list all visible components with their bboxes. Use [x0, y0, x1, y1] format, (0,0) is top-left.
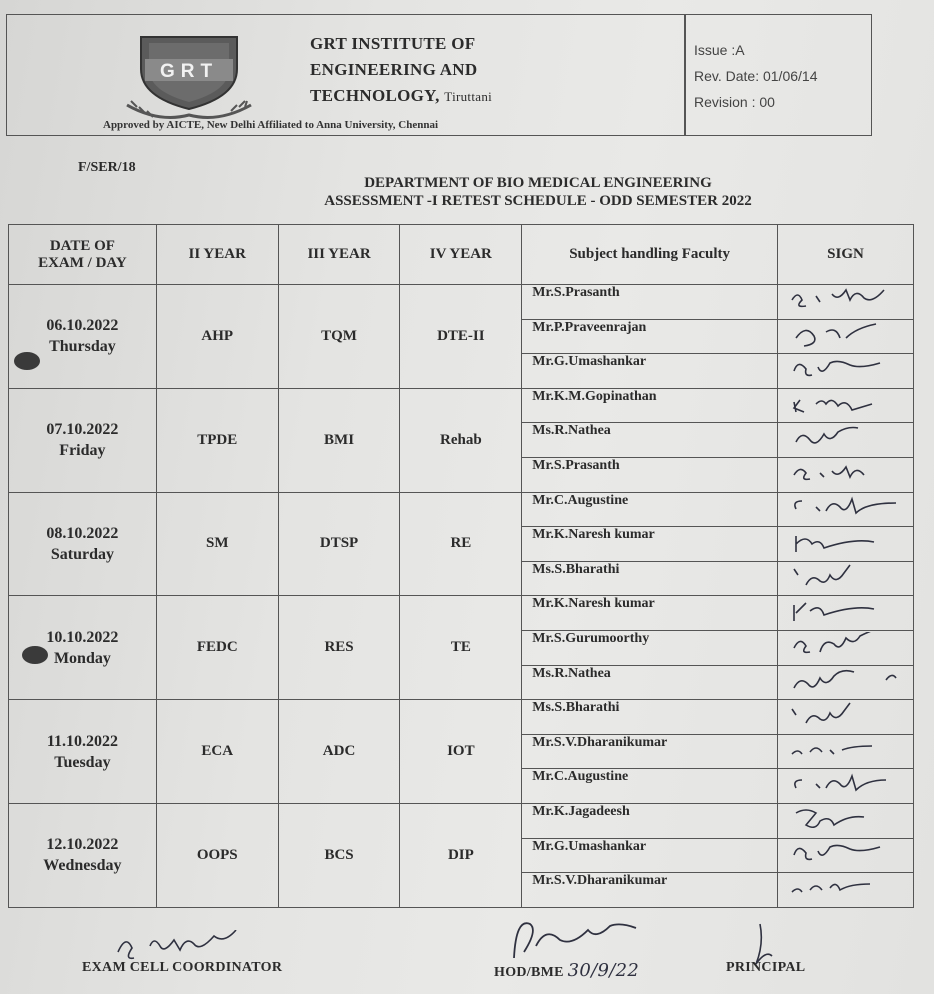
- handwritten-signature: [786, 770, 906, 798]
- faculty-name: Mr.P.Praveenrajan: [522, 319, 778, 354]
- subject-code-y3: ADC: [278, 700, 400, 804]
- exam-date-cell: [9, 285, 157, 389]
- handwritten-signature: [786, 286, 906, 314]
- faculty-name: Mr.K.M.Gopinathan: [522, 388, 778, 423]
- signature-cell: [778, 561, 914, 596]
- faculty-name: Ms.R.Nathea: [522, 423, 778, 458]
- signature-cell: [778, 423, 914, 458]
- subject-code-y2: SM: [156, 492, 278, 596]
- subject-code-y2: OOPS: [156, 803, 278, 907]
- subject-code-y4: TE: [400, 596, 522, 700]
- footer-hod: HOD/BME 30/9/22: [494, 960, 640, 981]
- exam-date: 11.10.2022: [46, 732, 118, 750]
- faculty-name: Mr.S.V.Dharanikumar: [522, 734, 778, 769]
- faculty-name: Ms.S.Bharathi: [522, 561, 778, 596]
- subject-code-y4: RE: [400, 492, 522, 596]
- form-number: F/SER/18: [78, 160, 136, 175]
- subject-code-y2: FEDC: [156, 596, 278, 700]
- signature-cell: [778, 457, 914, 492]
- schedule-table: [8, 224, 914, 908]
- table-row: [9, 700, 914, 735]
- signature-cell: [778, 734, 914, 769]
- signature-cell: [778, 285, 914, 320]
- handwritten-signature: [786, 839, 906, 867]
- faculty-name: Mr.S.Prasanth: [522, 285, 778, 320]
- exam-date-cell: [9, 700, 157, 804]
- subject-code-y3: BMI: [278, 388, 400, 492]
- subject-code-y2: TPDE: [156, 388, 278, 492]
- signature-cell: [778, 388, 914, 423]
- handwritten-signature: [786, 632, 906, 660]
- handwritten-signature: [786, 597, 906, 625]
- handwritten-signature: [786, 563, 906, 591]
- signature-cell: [778, 803, 914, 838]
- hole-punch: [22, 646, 48, 664]
- faculty-name: Ms.R.Nathea: [522, 665, 778, 700]
- signature-cell: [778, 630, 914, 665]
- handwritten-signature: [786, 459, 906, 487]
- faculty-name: Mr.K.Jagadeesh: [522, 803, 778, 838]
- footer-principal: PRINCIPAL: [726, 960, 806, 975]
- handwritten-signature: [786, 493, 906, 521]
- signature-cell: [778, 700, 914, 735]
- header-year4: IV YEAR: [400, 225, 522, 285]
- exam-day: Wednesday: [43, 857, 122, 875]
- exam-date: 10.10.2022: [46, 628, 119, 646]
- faculty-name: Mr.G.Umashankar: [522, 838, 778, 873]
- exam-date: 12.10.2022: [46, 836, 119, 854]
- faculty-name: Mr.S.Prasanth: [522, 457, 778, 492]
- handwritten-signature: [786, 355, 906, 383]
- subject-code-y2: ECA: [156, 700, 278, 804]
- faculty-name: Ms.S.Bharathi: [522, 700, 778, 735]
- handwritten-signature: [786, 701, 906, 729]
- faculty-name: Mr.S.V.Dharanikumar: [522, 873, 778, 908]
- exam-date-cell: [9, 388, 157, 492]
- table-row: [9, 388, 914, 423]
- handwritten-signature: [786, 666, 906, 694]
- subject-code-y3: BCS: [278, 803, 400, 907]
- signature-cell: [778, 492, 914, 527]
- issue-block: [694, 37, 817, 115]
- exam-day: Tuesday: [54, 753, 111, 771]
- exam-date-cell: [9, 803, 157, 907]
- table-row: [9, 803, 914, 838]
- exam-date: 06.10.2022: [46, 317, 119, 335]
- signature-cell: [778, 319, 914, 354]
- handwritten-signature: [786, 736, 906, 764]
- hole-punch: [14, 352, 40, 370]
- exam-day: Monday: [53, 649, 111, 667]
- signature-cell: [778, 873, 914, 908]
- header-divider: [684, 15, 686, 135]
- exam-date: 07.10.2022: [46, 421, 119, 439]
- header-year3: III YEAR: [278, 225, 400, 285]
- table-row: [9, 492, 914, 527]
- subject-code-y4: IOT: [400, 700, 522, 804]
- exam-day: Saturday: [50, 545, 114, 563]
- handwritten-signature: [786, 874, 906, 902]
- table-header-row: [9, 225, 914, 285]
- header-sign: SIGN: [778, 225, 914, 285]
- document-title: DEPARTMENT OF BIO MEDICAL ENGINEERING ASSESSMENT -I RETEST SCHEDULE - ODD SEMESTER 2022: [324, 175, 752, 209]
- signature-cell: [778, 665, 914, 700]
- revision-text: Revision : 00: [694, 94, 775, 110]
- institute-name: GRT INSTITUTE OF ENGINEERING AND TECHNOLOGY, Tiruttani: [310, 34, 493, 105]
- table-row: [9, 596, 914, 631]
- subject-code-y3: RES: [278, 596, 400, 700]
- faculty-name: Mr.G.Umashankar: [522, 354, 778, 389]
- subject-code-y4: DIP: [400, 803, 522, 907]
- coordinator-signature: [110, 930, 310, 964]
- signature-cell: [778, 527, 914, 562]
- signature-cell: [778, 838, 914, 873]
- handwritten-signature: [786, 424, 906, 452]
- handwritten-signature: [786, 528, 906, 556]
- subject-code-y2: AHP: [156, 285, 278, 389]
- subject-code-y4: Rehab: [400, 388, 522, 492]
- handwritten-signature: [786, 390, 906, 418]
- faculty-name: Mr.S.Gurumoorthy: [522, 630, 778, 665]
- letterhead-box: [6, 14, 872, 136]
- subject-code-y4: DTE-II: [400, 285, 522, 389]
- header-faculty: Subject handling Faculty: [522, 225, 778, 285]
- faculty-name: Mr.K.Naresh kumar: [522, 596, 778, 631]
- subject-code-y3: TQM: [278, 285, 400, 389]
- table-row: [9, 285, 914, 320]
- handwritten-signature: [786, 805, 906, 833]
- signature-cell: [778, 769, 914, 804]
- exam-day: Thursday: [49, 338, 116, 356]
- rev-date-text: Rev. Date: 01/06/14: [694, 68, 818, 84]
- exam-date: 08.10.2022: [46, 524, 119, 542]
- issue-text: Issue :A: [694, 42, 745, 58]
- faculty-name: Mr.C.Augustine: [522, 769, 778, 804]
- faculty-name: Mr.C.Augustine: [522, 492, 778, 527]
- footer-coordinator: EXAM CELL COORDINATOR: [82, 960, 283, 975]
- exam-day: Friday: [59, 442, 106, 460]
- header-year2: II YEAR: [156, 225, 278, 285]
- header-date: DATE OF EXAM / DAY: [9, 225, 157, 285]
- signature-cell: [778, 596, 914, 631]
- logo-text: GRT: [159, 61, 219, 82]
- subject-code-y3: DTSP: [278, 492, 400, 596]
- grt-logo-icon: [119, 27, 259, 127]
- handwritten-signature: [786, 320, 906, 348]
- faculty-name: Mr.K.Naresh kumar: [522, 527, 778, 562]
- signature-cell: [778, 354, 914, 389]
- exam-date-cell: [9, 492, 157, 596]
- approval-text: Approved by AICTE, New Delhi Affiliated to Anna University, Chennai: [103, 119, 439, 131]
